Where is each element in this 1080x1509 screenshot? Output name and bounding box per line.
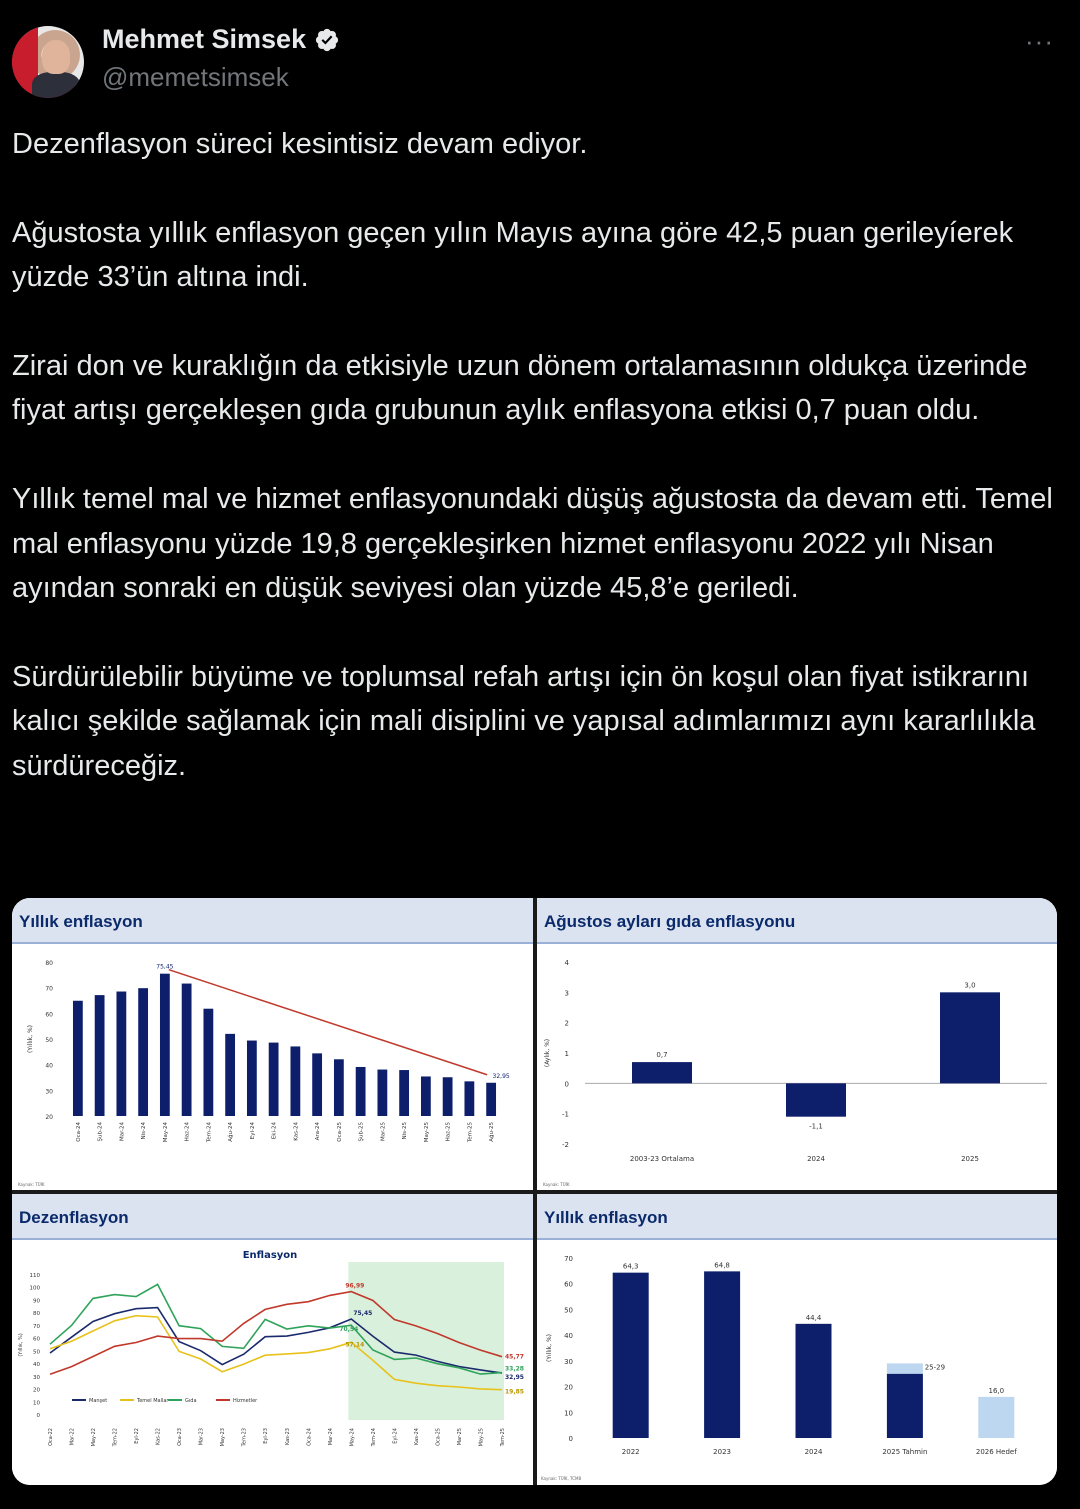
more-options-icon[interactable]: ··· [1025,26,1054,56]
data-label: 75,45 [156,963,174,971]
y-tick-label: 110 [29,1273,40,1279]
y-tick-label: 40 [564,1332,573,1341]
x-tick-label: May-25 [423,1122,430,1143]
bar [399,1070,409,1116]
y-tick-label: 40 [33,1362,40,1369]
y-tick-label: 70 [45,985,53,993]
tweet-paragraph: Yıllık temel mal ve hizmet enflasyonundaki düşüş ağustosta da devam etti. Temel mal enflasyonu yüzde 19,8 gerçekleşirken hizmet enflasyonu 2022 yılı Nisan ayından sonraki en düşük seviyesi olan yüzde 45,8’e geriledi. [12,483,1053,605]
panel-title: Ağustos ayları gıda enflasyonu [537,898,1057,942]
data-label: 75,45 [353,1309,373,1317]
x-tick-label: Tem-25 [500,1428,506,1447]
y-tick-label: 70 [564,1255,573,1263]
bar [95,995,105,1116]
x-tick-label: Haz-24 [184,1122,191,1142]
x-tick-label: Ağu-25 [489,1122,496,1142]
bar [443,1077,453,1116]
data-label: 57,14 [345,1341,365,1349]
y-axis-label: (Aylık, %) [544,1038,551,1068]
x-tick-label: May-24 [162,1122,169,1143]
x-tick-label: 2025 [961,1155,979,1163]
y-tick-label: 30 [45,1088,53,1096]
y-tick-label: 30 [33,1374,40,1381]
tweet-media-image[interactable] [12,898,1057,1485]
bar [464,1081,474,1116]
bar [632,1062,692,1083]
author-avatar[interactable] [12,26,84,98]
data-label: -1,1 [809,1122,823,1131]
x-tick-label: Ağu-24 [228,1122,235,1142]
verified-badge-icon [314,27,340,53]
bar [247,1041,257,1116]
data-label: 45,77 [505,1353,524,1361]
x-tick-label: 2026 Hedef [975,1448,1017,1456]
tweet-paragraph: Dezenflasyon süreci kesintisiz devam ediyor. [12,128,588,160]
y-tick-label: 80 [33,1311,40,1318]
x-tick-label: Kas-24 [413,1428,420,1446]
tweet-paragraph: Zirai don ve kuraklığın da etkisiyle uzun dönem ortalamasının oldukça üzerinde fiyat artışı gerçekleşen gıda grubunun aylık enflasyona etkisi 0,7 puan oldu. [12,350,1028,427]
x-tick-label: 2003-23 Ortalama [629,1155,695,1163]
y-tick-label: 1 [564,1050,569,1058]
x-tick-label: 2022 [621,1448,640,1456]
x-tick-label: 2024 [804,1448,823,1456]
shaded-period [348,1262,504,1420]
y-tick-label: 4 [564,959,569,967]
forecast-range-bar [887,1363,923,1373]
x-tick-label: Mar-22 [69,1428,76,1446]
chart-annual-inflation [12,944,533,1190]
x-tick-label: May-23 [220,1428,227,1447]
data-label: 3,0 [964,981,976,990]
bar [160,974,170,1116]
x-tick-label: Oca-22 [48,1428,54,1446]
y-tick-label: 10 [564,1409,573,1418]
x-tick-label: 2025 Tahmin [882,1448,928,1456]
tweet-header [0,0,1080,110]
x-tick-label: Nis-24 [141,1122,148,1140]
y-tick-label: 0 [36,1413,40,1419]
y-tick-label: 50 [45,1037,53,1044]
tweet-paragraph: Ağustosta yıllık enflasyon geçen yılın Mayıs ayına göre 42,5 puan gerileyíerek yüzde 33’ün altına indi. [12,216,1014,294]
bar [73,1001,83,1116]
panel-divider [12,1190,1057,1194]
x-tick-label: Tem-22 [112,1428,119,1447]
author-name[interactable]: Mehmet Simsek [102,24,307,54]
panel-august-food-inflation [537,898,1057,1190]
bar [225,1034,235,1116]
panel-title: Yıllık enflasyon [537,1194,1057,1238]
data-label: 64,8 [714,1261,730,1270]
chart-title: Enflasyon [242,1250,298,1261]
x-tick-label: Mar-24 [327,1428,334,1446]
bar [978,1397,1014,1438]
data-label: 70,54 [339,1326,359,1334]
x-tick-label: Kas-24 [293,1122,300,1141]
legend-label: Gıda [185,1398,197,1404]
y-tick-label: 100 [29,1285,40,1292]
bar [334,1059,344,1116]
x-tick-label: Tem-25 [467,1122,474,1143]
tweet-text [12,122,1072,832]
x-tick-label: Ara-24 [315,1122,322,1141]
x-tick-label: Oca-24 [306,1428,313,1446]
x-tick-label: Tem-23 [241,1428,248,1447]
x-tick-label: Eyl-23 [263,1428,270,1444]
bar [613,1273,649,1438]
tweet-paragraph: Sürdürülebilir büyüme ve toplumsal refah artışı için ön koşul olan fiyat istikrarını kalıcı şekilde sağlamak için mali disiplini ve yapısal adımlarımızı aynı kararlılıkla sürdüreceğiz. [12,660,1036,782]
y-axis-label: (Yıllık, %) [18,1333,24,1357]
panel-annual-inflation [12,898,533,1190]
y-tick-label: 3 [564,989,569,998]
bar [421,1076,431,1116]
x-tick-label: Haz-25 [445,1122,452,1142]
data-label: 33,28 [505,1365,524,1373]
y-tick-label: 50 [564,1306,573,1315]
x-tick-label: May-24 [349,1428,356,1447]
y-tick-label: 0 [564,1080,569,1089]
x-tick-label: Eyl-22 [134,1428,141,1444]
x-tick-label: Mar-23 [198,1428,205,1446]
data-label: 32,95 [505,1374,524,1382]
author-handle[interactable]: @memetsimsek [102,62,289,92]
bar [356,1067,366,1116]
avatar-suit [32,72,80,98]
y-tick-label: 50 [33,1349,40,1356]
bar [796,1324,832,1438]
y-tick-label: 60 [45,1011,53,1019]
data-label: 64,3 [622,1262,639,1271]
y-tick-label: 90 [33,1298,40,1305]
y-tick-label: 20 [564,1383,573,1392]
bar [486,1083,496,1116]
y-tick-label: 80 [45,960,53,967]
x-tick-label: Tem-24 [206,1122,213,1143]
y-tick-label: -2 [562,1141,569,1149]
bar [203,1009,213,1116]
source-note: Kaynak: TÜİK [18,1182,45,1187]
data-label: 16,0 [988,1386,1005,1395]
data-label: 0,7 [656,1051,668,1060]
author-name-row[interactable] [102,24,340,55]
x-tick-label: 2023 [713,1448,732,1456]
bar [887,1374,923,1438]
data-label: 44,4 [805,1313,822,1322]
bar [786,1083,846,1116]
bar [116,992,126,1116]
x-tick-label: Oca-25 [336,1122,343,1142]
panel-title: Dezenflasyon [12,1194,533,1238]
x-tick-label: 2024 [807,1155,825,1163]
bar [940,992,1000,1083]
y-axis-label: (Yıllık, %) [27,1024,34,1054]
chart-annual-inflation-targets [537,1240,1057,1485]
x-tick-label: Eyl-24 [392,1428,399,1444]
x-tick-label: Şub-24 [97,1122,104,1142]
avatar-face [42,40,70,74]
source-note: Kaynak: TÜİK [543,1182,570,1187]
y-tick-label: 10 [33,1400,40,1407]
legend-label: Temel Mallar [137,1398,169,1404]
y-tick-label: 30 [564,1357,573,1366]
y-tick-label: -1 [562,1110,569,1119]
bar [269,1043,279,1116]
legend-label: Hizmetler [233,1398,258,1404]
x-tick-label: Nis-25 [402,1122,409,1140]
y-axis-label: (Yıllık, %) [546,1333,553,1363]
x-tick-label: Kas-22 [155,1428,162,1446]
bar [290,1046,300,1116]
y-tick-label: 20 [33,1387,40,1394]
x-tick-label: Oca-24 [75,1122,82,1142]
legend-label: Manşet [89,1398,108,1404]
source-note: Kaynak: TÜİK, TCMB [541,1476,582,1481]
trend-line [169,970,487,1075]
chart-disinflation [12,1240,533,1485]
x-tick-label: Mar-25 [456,1428,463,1446]
panel-disinflation [12,1194,533,1485]
x-tick-label: Oca-23 [177,1428,184,1446]
x-tick-label: May-25 [478,1428,485,1447]
x-tick-label: Şub-25 [358,1122,365,1142]
bar [138,988,148,1116]
data-label: 32,95 [492,1072,510,1080]
x-tick-label: Tem-24 [370,1428,377,1447]
bar [312,1053,322,1116]
x-tick-label: Kas-23 [284,1428,291,1446]
x-tick-label: Mar-25 [380,1122,387,1142]
bar [704,1271,740,1438]
x-tick-label: Eyl-24 [249,1122,256,1140]
y-tick-label: 70 [33,1323,40,1330]
data-label: 25-29 [924,1363,946,1372]
y-tick-label: 0 [568,1435,573,1443]
x-tick-label: May-22 [91,1428,98,1447]
data-label: 96,99 [345,1282,365,1290]
y-tick-label: 20 [45,1114,53,1121]
panel-annual-inflation-targets [537,1194,1057,1485]
data-label: 19,85 [505,1388,524,1396]
x-tick-label: Oca-25 [435,1428,442,1446]
panel-title: Yıllık enflasyon [12,898,533,942]
y-tick-label: 60 [33,1336,40,1343]
x-tick-label: Mar-24 [119,1122,126,1142]
y-tick-label: 60 [564,1280,573,1289]
bar [182,984,192,1116]
bar [377,1070,387,1116]
x-tick-label: Eki-24 [271,1122,278,1140]
y-tick-label: 2 [564,1019,569,1028]
y-tick-label: 40 [45,1062,53,1070]
chart-august-food-inflation [537,944,1057,1190]
